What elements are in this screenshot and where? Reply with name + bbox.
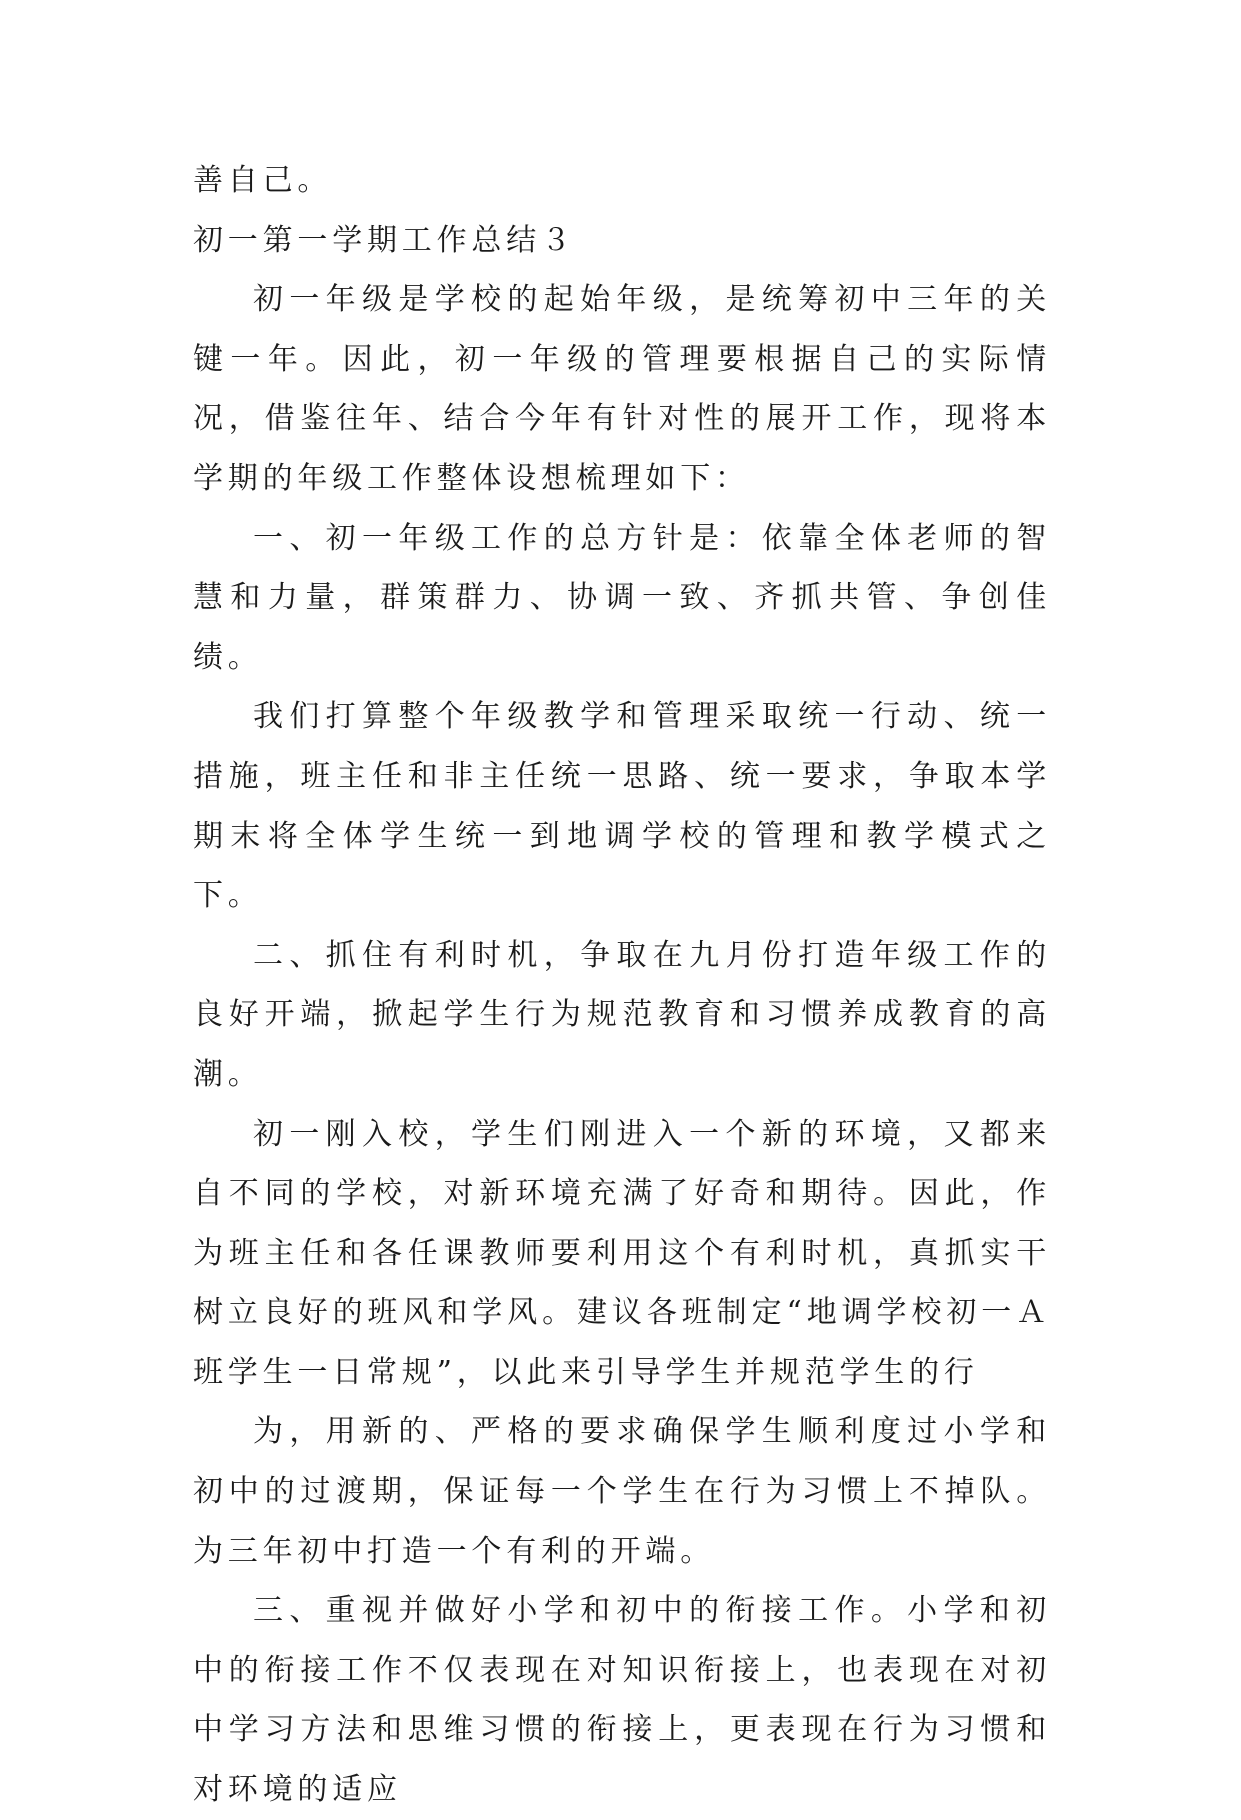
paragraph: 一、初一年级工作的总方针是：依靠全体老师的智慧和力量，群策群力、协调一致、齐抓共管、争创佳绩。 [193,520,1051,675]
paragraph: 二、抓住有利时机，争取在九月份打造年级工作的良好开端，掀起学生行为规范教育和习惯养成教育的高潮。 [193,937,1051,1092]
paragraph: 为，用新的、严格的要求确保学生顺利度过小学和初中的过渡期，保证每一个学生在行为习惯上不掉队。为三年初中打造一个有利的开端。 [193,1414,1051,1569]
paragraph: 初一刚入校，学生们刚进入一个新的环境，又都来自不同的学校，对新环境充满了好奇和期待。因此，作为班主任和各任课教师要利用这个有利时机，真抓实干树立良好的班风和学风。建议各班制定“地调学校初一Ａ班学生一日常规”，以此来引导学生并规范学生的行 [193,1116,1051,1390]
paragraph: 三、重视并做好小学和初中的衔接工作。小学和初中的衔接工作不仅表现在对知识衔接上，也表现在对初中学习方法和思维习惯的衔接上，更表现在行为习惯和对环境的适应 [193,1593,1051,1808]
section-heading: 初一第一学期工作总结３ [193,222,576,258]
paragraph-continuation: 善自己。 [193,163,333,198]
document-body [193,151,1051,1820]
paragraph: 初一年级是学校的起始年级，是统筹初中三年的关键一年。因此，初一年级的管理要根据自己的实际情况，借鉴往年、结合今年有针对性的展开工作，现将本学期的年级工作整体设想梳理如下： [193,282,1051,496]
paragraph: 我们打算整个年级教学和管理采取统一行动、统一措施，班主任和非主任统一思路、统一要求，争取本学期末将全体学生统一到地调学校的管理和教学模式之下。 [193,699,1051,914]
